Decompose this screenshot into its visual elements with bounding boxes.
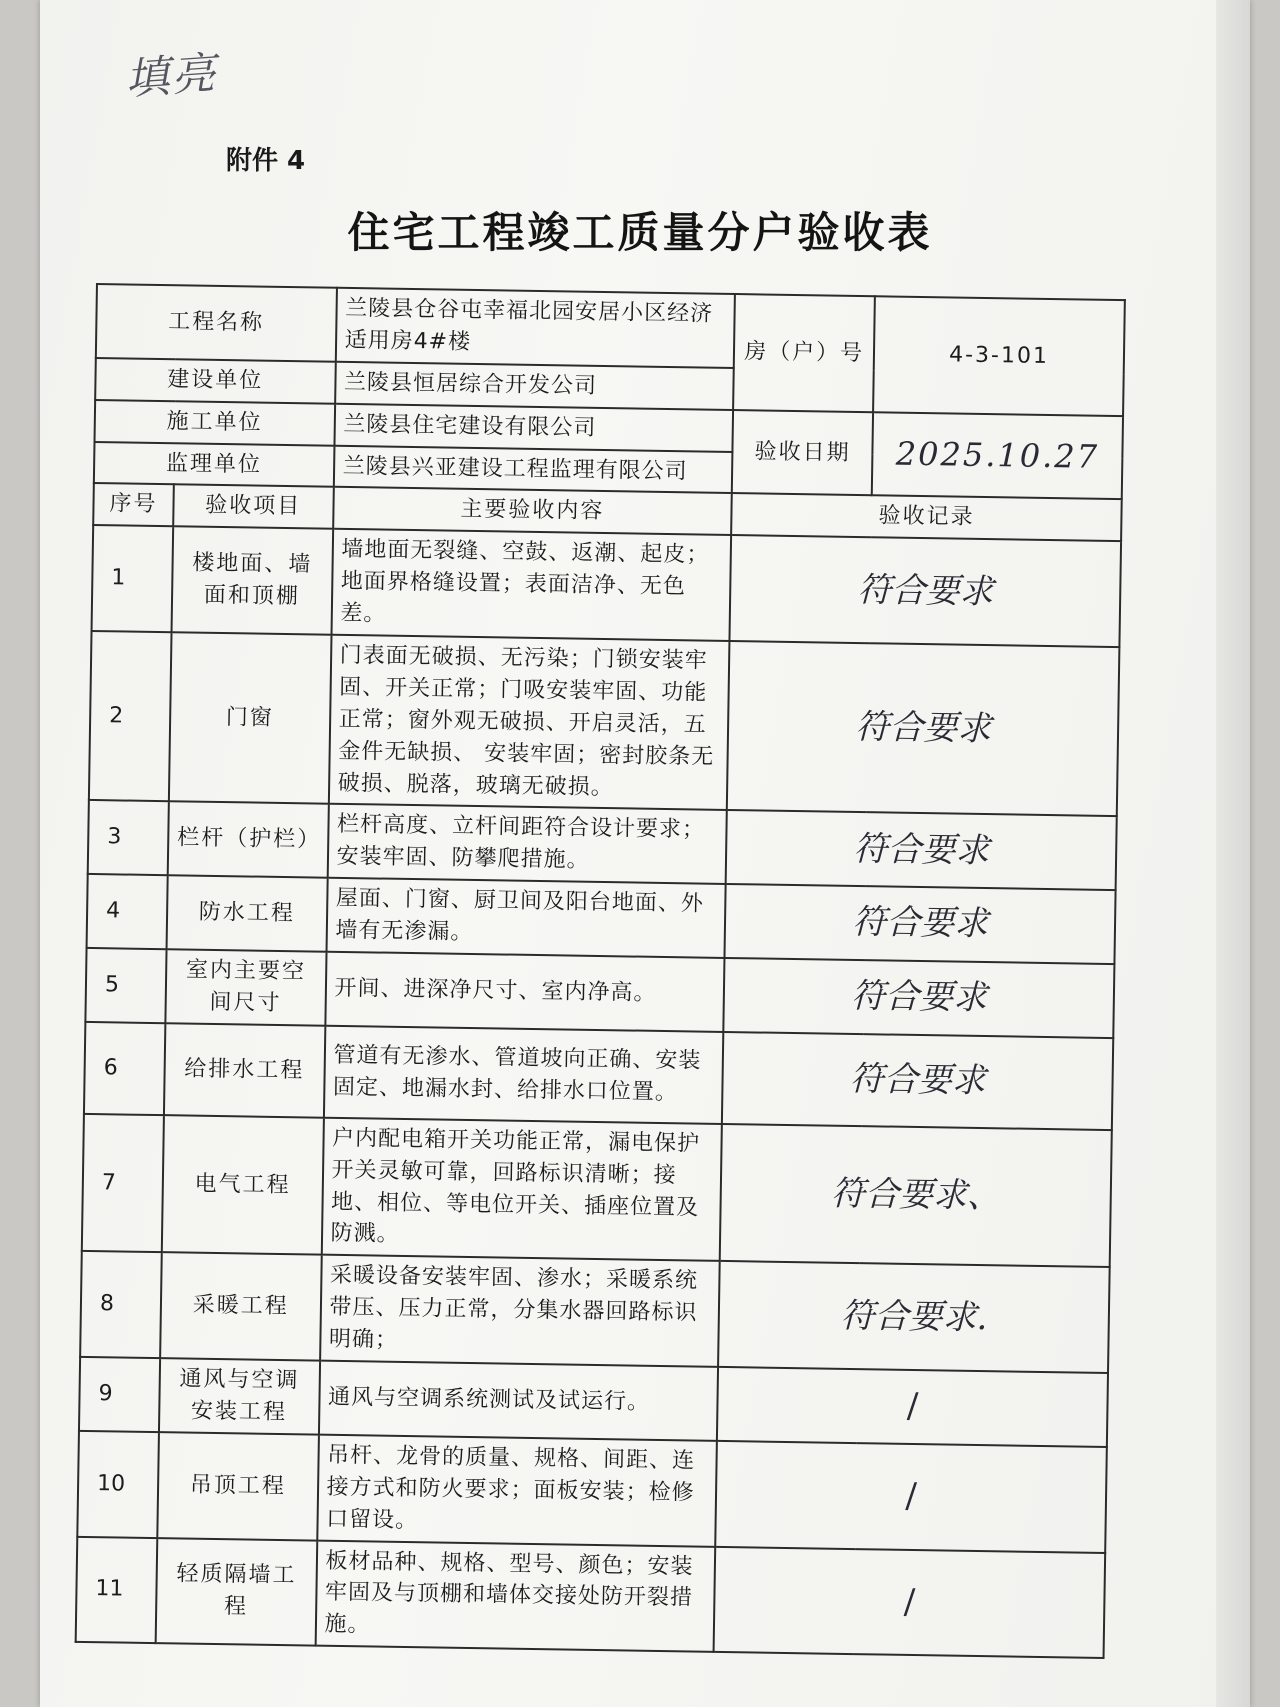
row-record [718, 1261, 1109, 1373]
row-record [720, 1124, 1112, 1268]
row-item: 通风与空调安装工程 [159, 1358, 320, 1434]
row-record [726, 810, 1117, 890]
record-slash: / [906, 1386, 919, 1427]
date-label: 验收日期 [732, 410, 873, 496]
row-content: 屋面、门窗、厨卫间及阳台地面、外墙有无渗漏。 [326, 878, 726, 958]
row-item: 轻质隔墙工程 [156, 1538, 317, 1646]
row-item: 给排水工程 [164, 1023, 325, 1117]
row-number: 10 [77, 1431, 159, 1538]
record-handwriting: 符合要求 [854, 707, 992, 750]
row-item: 防水工程 [166, 875, 327, 951]
table-row [76, 1536, 1106, 1658]
row-content: 户内配电箱开关功能正常，漏电保护开关灵敏可靠，回路标识清晰；接地、相位、等电位开关、插座位置及防溅。 [321, 1117, 722, 1261]
row-number: 1 [92, 525, 174, 632]
row-number: 4 [87, 874, 168, 949]
row-number: 2 [89, 631, 172, 802]
row-item: 栏杆（护栏） [168, 802, 329, 878]
row-number: 6 [84, 1022, 165, 1115]
record-handwriting: 符合要求 [857, 569, 994, 612]
row-content: 管道有无渗水、管道坡向正确、安装固定、地漏水封、给排水口位置。 [323, 1025, 723, 1123]
record-handwriting: 符合要求 [853, 828, 990, 871]
row-record [727, 641, 1119, 817]
row-record [714, 1546, 1105, 1658]
row-item: 室内主要空间尺寸 [165, 949, 326, 1025]
record-slash: / [905, 1475, 918, 1517]
col-seq-header: 序号 [93, 483, 174, 526]
row-content: 开间、进深净尺寸、室内净高。 [325, 952, 725, 1032]
record-handwriting: 符合要求 [851, 902, 989, 945]
record-handwriting: 符合要求 [850, 976, 988, 1019]
row-record [730, 535, 1121, 647]
form-title: 住宅工程竣工质量分户验收表 [347, 208, 933, 257]
row-item: 楼地面、墙面和顶棚 [171, 527, 332, 635]
table-row [82, 1114, 1112, 1268]
row-record [716, 1441, 1107, 1553]
col-record-header: 验收记录 [731, 493, 1121, 541]
form-body [76, 525, 1121, 1658]
row-record [724, 958, 1115, 1038]
date-value: 2025.10.27 [872, 412, 1123, 500]
row-number: 5 [85, 948, 166, 1023]
project-name-label: 工程名称 [96, 284, 337, 362]
row-content: 门表面无破损、无污染；门锁安装牢固、开关正常；门吸安装牢固、功能正常；窗外观无破损、开启灵活，五金件无缺损、 安装牢固；密封胶条无破损、脱落，玻璃无破损。 [328, 635, 729, 811]
row-number: 9 [79, 1357, 160, 1432]
builder-label: 建设单位 [95, 358, 335, 404]
row-number: 3 [88, 800, 169, 875]
table-row [92, 525, 1122, 647]
builder-value: 兰陵县恒居综合开发公司 [335, 362, 734, 410]
handwritten-note: 填亮 [123, 47, 219, 106]
supervisor-value: 兰陵县兴亚建设工程监理有限公司 [333, 445, 732, 493]
room-value: 4-3-101 [873, 296, 1125, 416]
table-row [89, 631, 1120, 817]
row-content: 通风与空调系统测试及试运行。 [318, 1361, 718, 1441]
contractor-label: 施工单位 [95, 400, 335, 446]
acceptance-form-table [75, 283, 1126, 1659]
record-slash: / [903, 1581, 916, 1622]
row-number: 8 [80, 1251, 162, 1358]
row-content: 板材品种、规格、型号、颜色；安装牢固及与顶棚和墙体交接处防开裂措施。 [315, 1540, 715, 1652]
project-name-value: 兰陵县仓谷屯幸福北园安居小区经济适用房4#楼 [335, 288, 735, 368]
row-item: 电气工程 [162, 1115, 324, 1255]
record-handwriting: 符合要求. [840, 1295, 988, 1338]
row-item: 门窗 [169, 632, 331, 804]
row-record [725, 884, 1116, 964]
row-content: 墙地面无裂缝、空鼓、返潮、起皮；地面界格缝设置；表面洁净、无色差。 [331, 529, 731, 641]
row-record [722, 1032, 1113, 1130]
attachment-label: 附件 4 [226, 146, 306, 176]
supervisor-label: 监理单位 [94, 442, 334, 488]
row-record [717, 1367, 1108, 1447]
col-item-header: 验收项目 [173, 485, 333, 529]
record-handwriting: 符合要求、 [830, 1173, 1002, 1217]
row-content: 采暖设备安装牢固、渗水；采暖系统带压、压力正常，分集水器回路标识明确； [320, 1255, 720, 1367]
table-row [84, 1022, 1113, 1130]
record-handwriting: 符合要求 [849, 1059, 987, 1102]
table-row [80, 1251, 1110, 1373]
row-content: 栏杆高度、立杆间距符合设计要求；安装牢固、防攀爬措施。 [327, 804, 727, 884]
row-number: 11 [76, 1536, 158, 1643]
row-number: 7 [82, 1114, 164, 1253]
table-row [77, 1431, 1107, 1553]
col-content-header: 主要验收内容 [333, 487, 732, 535]
row-item: 采暖工程 [160, 1253, 321, 1361]
room-label: 房（户）号 [733, 294, 875, 412]
row-item: 吊顶工程 [157, 1432, 318, 1540]
contractor-value: 兰陵县住宅建设有限公司 [334, 403, 733, 451]
form-header [93, 284, 1125, 541]
row-content: 吊杆、龙骨的质量、规格、间距、连接方式和防火要求；面板安装；检修口留设。 [317, 1434, 717, 1546]
